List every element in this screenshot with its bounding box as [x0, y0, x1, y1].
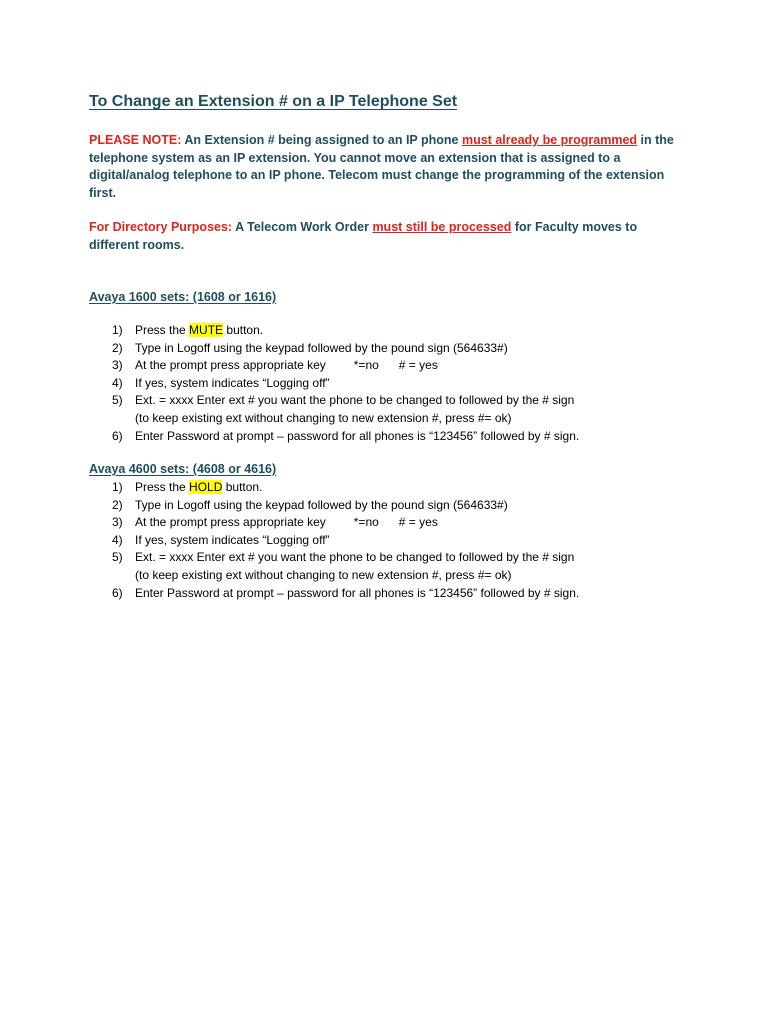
step-number: 5): [112, 550, 123, 565]
step-text: At the prompt press appropriate key: [135, 358, 326, 373]
step-text: Ext. = xxxx Enter ext # you want the phone to be changed to followed by the # sign: [135, 550, 575, 565]
step-number: 4): [112, 532, 123, 547]
list-item: [89, 479, 709, 497]
list-item: [89, 514, 709, 532]
list-item: [89, 375, 709, 393]
step-continuation: (to keep existing ext without changing to new extension #, press #= ok): [135, 567, 512, 582]
step-text: Press the: [135, 323, 186, 337]
step-number: 5): [112, 393, 123, 408]
key-yes-text: # = yes: [398, 358, 438, 373]
list-item: [89, 585, 709, 603]
step-text: If yes, system indicates “Logging off”: [135, 532, 330, 547]
directory-emphasis: must still be processed: [372, 220, 512, 234]
steps-list-1600: [89, 322, 709, 445]
step-text: Ext. = xxxx Enter ext # you want the phone to be changed to followed by the # sign: [135, 393, 575, 408]
steps-list-4600: [89, 479, 709, 602]
please-note-paragraph: [89, 132, 689, 202]
section-heading-4600: Avaya 4600 sets: (4608 or 4616): [89, 462, 277, 476]
step-text: button.: [226, 323, 264, 337]
step-continuation: (to keep existing ext without changing to new extension #, press #= ok): [135, 410, 512, 425]
step-text: If yes, system indicates “Logging off”: [135, 375, 330, 390]
highlighted-key: HOLD: [189, 480, 223, 494]
step-number: 2): [112, 340, 123, 355]
page-title: To Change an Extension # on a IP Telephone Set: [89, 93, 458, 110]
list-item: [89, 428, 709, 446]
please-note-text-1: An Extension # being assigned to an IP phone: [184, 133, 459, 147]
directory-text-2: for Faculty moves to different rooms.: [89, 220, 638, 252]
step-number: 6): [112, 428, 123, 443]
directory-text-1: A Telecom Work Order: [235, 220, 369, 234]
list-item: [89, 392, 709, 410]
section-heading-1600: Avaya 1600 sets: (1608 or 1616): [89, 290, 277, 304]
step-text: Type in Logoff using the keypad followed by the pound sign (564633#): [135, 497, 508, 512]
list-item: [89, 357, 709, 375]
step-number: 3): [112, 358, 123, 373]
step-number: 1): [112, 480, 123, 494]
directory-paragraph: [89, 219, 689, 254]
directory-label: For Directory Purposes:: [89, 220, 233, 234]
list-item: [89, 340, 709, 358]
highlighted-key: MUTE: [189, 323, 224, 337]
step-text: Enter Password at prompt – password for all phones is “123456” followed by # sign.: [135, 428, 580, 443]
key-no-text: *=no: [353, 515, 379, 530]
please-note-emphasis: must already be programmed: [462, 133, 638, 147]
step-text: Press the: [135, 480, 186, 494]
please-note-text-2: in the telephone system as an IP extension. You cannot move an extension that is assigned to a digital/analog telephone to an IP phone. Telecom must change the programming of the extension first.: [89, 133, 674, 200]
step-number: 1): [112, 323, 123, 337]
step-number: 2): [112, 497, 123, 512]
step-number: 3): [112, 515, 123, 530]
list-item: [89, 497, 709, 515]
list-item: [89, 322, 709, 340]
step-text: Enter Password at prompt – password for all phones is “123456” followed by # sign.: [135, 585, 580, 600]
key-no-text: *=no: [353, 358, 379, 373]
step-number: 4): [112, 375, 123, 390]
step-number: 6): [112, 585, 123, 600]
step-text: At the prompt press appropriate key: [135, 515, 326, 530]
step-text: Type in Logoff using the keypad followed by the pound sign (564633#): [135, 340, 508, 355]
step-text: button.: [225, 480, 263, 494]
list-item: [89, 532, 709, 550]
key-yes-text: # = yes: [398, 515, 438, 530]
please-note-label: PLEASE NOTE:: [89, 133, 182, 147]
list-item: [89, 549, 709, 567]
